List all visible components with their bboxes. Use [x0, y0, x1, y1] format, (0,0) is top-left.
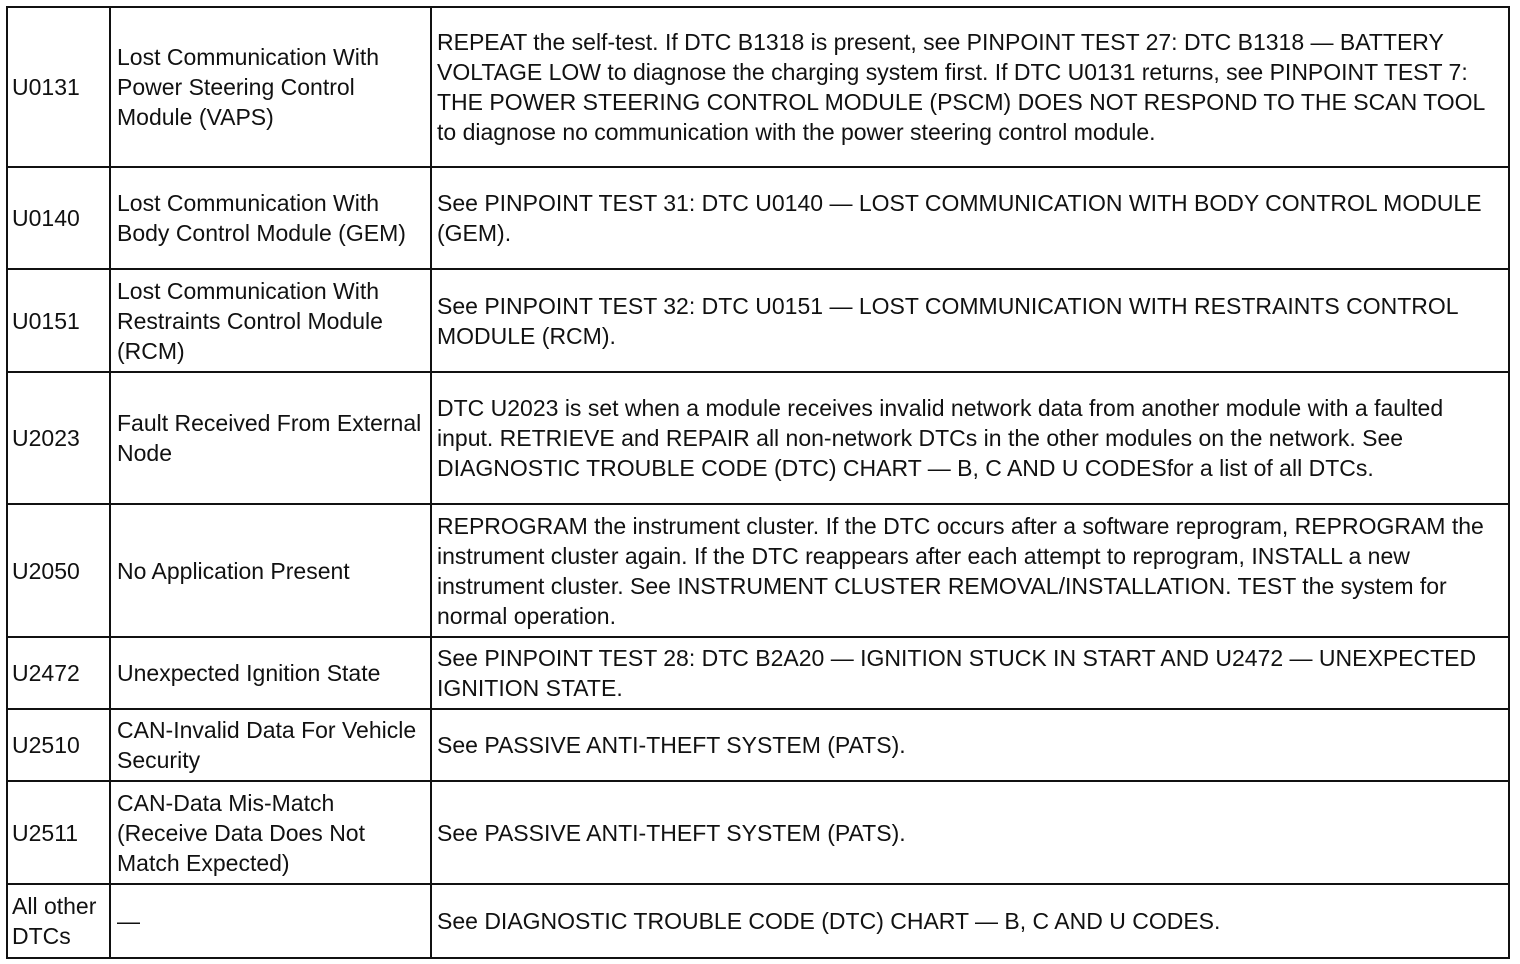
dtc-code-cell: U2510 [7, 709, 110, 781]
dtc-code-cell: All other DTCs [7, 884, 110, 958]
table-row-u0131 [7, 7, 1509, 167]
dtc-description-cell: No Application Present [110, 504, 431, 637]
dtc-action-cell: See PINPOINT TEST 32: DTC U0151 — LOST COMMUNICATION WITH RESTRAINTS CONTROL MODULE (RCM). [431, 269, 1509, 372]
dtc-description-cell: CAN-Data Mis-Match (Receive Data Does Not Match Expected) [110, 781, 431, 884]
dtc-description-cell: Lost Communication With Body Control Module (GEM) [110, 167, 431, 269]
dtc-code-cell: U2472 [7, 637, 110, 709]
table-row-u2050 [7, 504, 1509, 637]
dtc-action-cell: See PINPOINT TEST 28: DTC B2A20 — IGNITION STUCK IN START AND U2472 — UNEXPECTED IGNITION STATE. [431, 637, 1509, 709]
table-row-all-other [7, 884, 1509, 958]
table-row-u0151 [7, 269, 1509, 372]
dtc-code-cell: U2050 [7, 504, 110, 637]
dtc-action-cell: See PASSIVE ANTI-THEFT SYSTEM (PATS). [431, 709, 1509, 781]
dtc-code-cell: U2023 [7, 372, 110, 504]
dtc-action-cell: REPROGRAM the instrument cluster. If the DTC occurs after a software reprogram, REPROGRAM the instrument cluster again. If the DTC reappears after each attempt to reprogram, INSTALL a new instrument cluster. See INSTRUMENT CLUSTER REMOVAL/INSTALLATION. TEST the system for normal operation. [431, 504, 1509, 637]
dtc-table [6, 6, 1510, 959]
dtc-action-cell: See PASSIVE ANTI-THEFT SYSTEM (PATS). [431, 781, 1509, 884]
dtc-description-cell: Fault Received From External Node [110, 372, 431, 504]
dtc-code-cell: U0151 [7, 269, 110, 372]
dtc-description-cell: Lost Communication With Restraints Control Module (RCM) [110, 269, 431, 372]
dtc-description-cell: CAN-Invalid Data For Vehicle Security [110, 709, 431, 781]
dtc-code-cell: U0131 [7, 7, 110, 167]
dtc-description-cell: Lost Communication With Power Steering Control Module (VAPS) [110, 7, 431, 167]
dtc-code-cell: U0140 [7, 167, 110, 269]
table-row-u0140 [7, 167, 1509, 269]
dtc-code-cell: U2511 [7, 781, 110, 884]
dtc-description-cell: — [110, 884, 431, 958]
dtc-action-cell: REPEAT the self-test. If DTC B1318 is present, see PINPOINT TEST 27: DTC B1318 — BATTERY VOLTAGE LOW to diagnose the charging system first. If DTC U0131 returns, see PINPOINT TEST 7: THE POWER STEERING CONTROL MODULE (PSCM) DOES NOT RESPOND TO THE SCAN TOOL to diagnose no communication with the power steering control module. [431, 7, 1509, 167]
table-row-u2511 [7, 781, 1509, 884]
table-row-u2510 [7, 709, 1509, 781]
dtc-description-cell: Unexpected Ignition State [110, 637, 431, 709]
dtc-action-cell: See DIAGNOSTIC TROUBLE CODE (DTC) CHART — B, C AND U CODES. [431, 884, 1509, 958]
dtc-action-cell: DTC U2023 is set when a module receives invalid network data from another module with a faulted input. RETRIEVE and REPAIR all non-network DTCs in the other modules on the network. See DIAGNOSTIC TROUBLE CODE (DTC) CHART — B, C AND U CODESfor a list of all DTCs. [431, 372, 1509, 504]
table-row-u2023 [7, 372, 1509, 504]
table-row-u2472 [7, 637, 1509, 709]
dtc-action-cell: See PINPOINT TEST 31: DTC U0140 — LOST COMMUNICATION WITH BODY CONTROL MODULE (GEM). [431, 167, 1509, 269]
